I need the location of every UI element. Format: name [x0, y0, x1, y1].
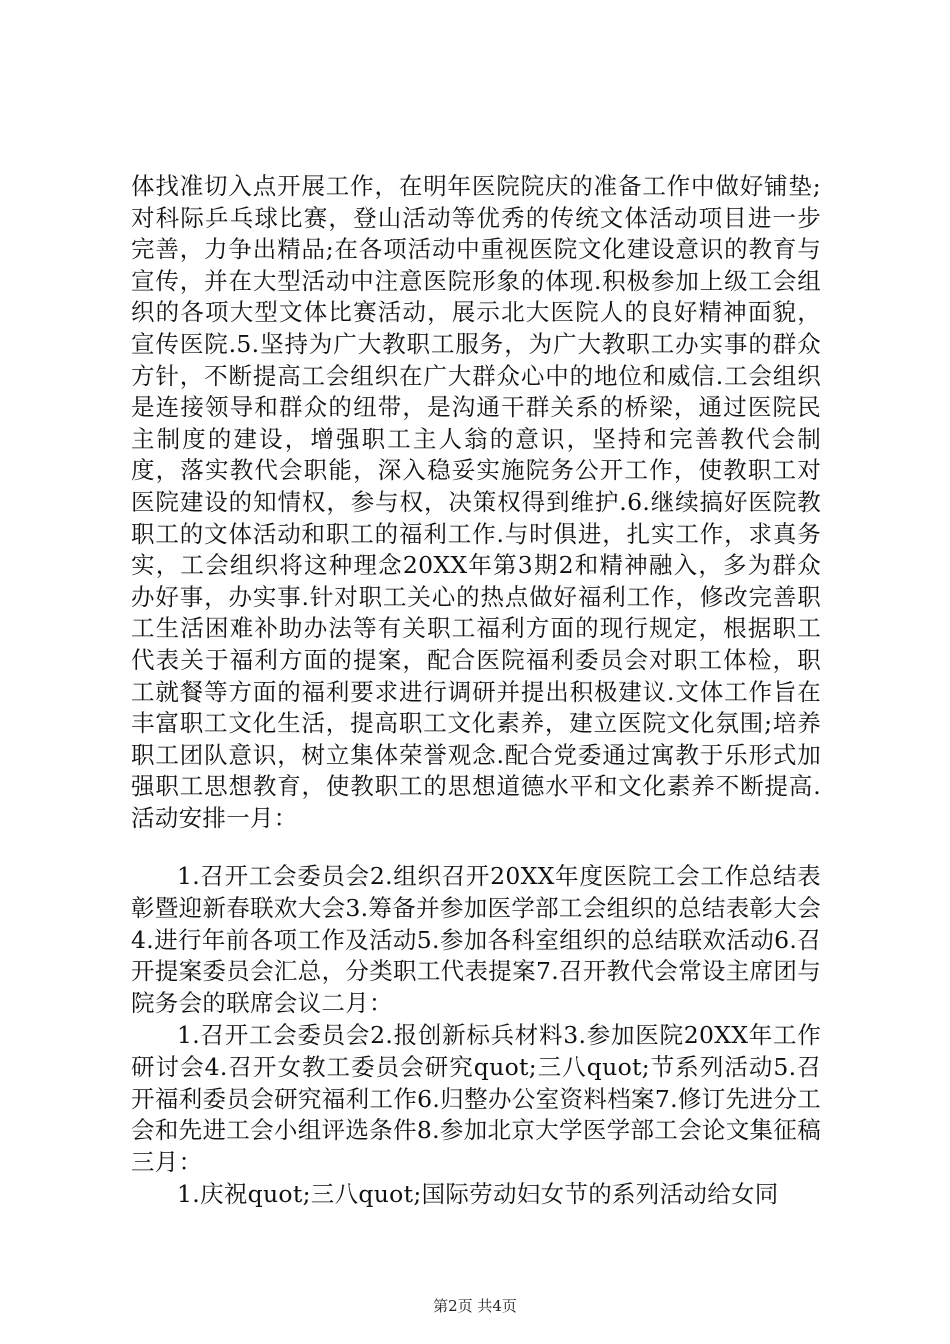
document-body [131, 171, 821, 1211]
paragraph-january-schedule: 1.召开工会委员会2.组织召开20XX年度医院工会工作总结表彰暨迎新春联欢大会3.筹备并参加医学部工会组织的总结表彰大会4.进行年前各项工作及活动5.参加各科室组织的总结联欢活动6.召开提案委员会汇总，分类职工代表提案7.召开教代会常设主席团与院务会的联席会议二月： [131, 862, 821, 1017]
paragraph-march-schedule: 1.庆祝quot;三八quot;国际劳动妇女节的系列活动给女同 [177, 1180, 779, 1209]
paragraph-work-plan: 体找准切入点开展工作，在明年医院院庆的准备工作中做好铺垫;对科际乒乓球比赛，登山活动等优秀的传统文体活动项目进一步完善，力争出精品;在各项活动中重视医院文化建设意识的教育与宣传，并在大型活动中注意医院形象的体现.积极参加上级工会组织的各项大型文体比赛活动，展示北大医院人的良好精神面貌，宣传医院.5.坚持为广大教职工服务，为广大教职工办实事的群众方针，不断提高工会组织在广大群众心中的地位和威信.工会组织是连接领导和群众的纽带，是沟通干群关系的桥梁，通过医院民主制度的建设，增强职工主人翁的意识，坚持和完善教代会制度，落实教代会职能，深入稳妥实施院务公开工作，使教职工对医院建设的知情权，参与权，决策权得到维护.6.继续搞好医院教职工的文体活动和职工的福利工作.与时俱进，扎实工作，求真务实，工会组织将这种理念20XX年第3期2和精神融入，多为群众办好事，办实事.针对职工关心的热点做好福利工作，修改完善职工生活困难补助办法等有关职工福利方面的现行规定，根据职工代表关于福利方面的提案，配合医院福利委员会对职工体检，职工就餐等方面的福利要求进行调研并提出积极建议.文体工作旨在丰富职工文化生活，提高职工文化素养，建立医院文化氛围;培养职工团队意识，树立集体荣誉观念.配合党委通过寓教于乐形式加强职工思想教育，使教职工的思想道德水平和文化素养不断提高.活动安排一月： [131, 172, 821, 832]
paragraph-february-schedule: 1.召开工会委员会2.报创新标兵材料3.参加医院20XX年工作研讨会4.召开女教工委员会研究quot;三八quot;节系列活动5.召开福利委员会研究福利工作6.归整办公室资料档案7.修订先进分工会和先进工会小组评选条件8.参加北京大学医学部工会论文集征稿三月： [131, 1021, 821, 1176]
page-number-footer: 第2页 共4页 [433, 1297, 517, 1315]
